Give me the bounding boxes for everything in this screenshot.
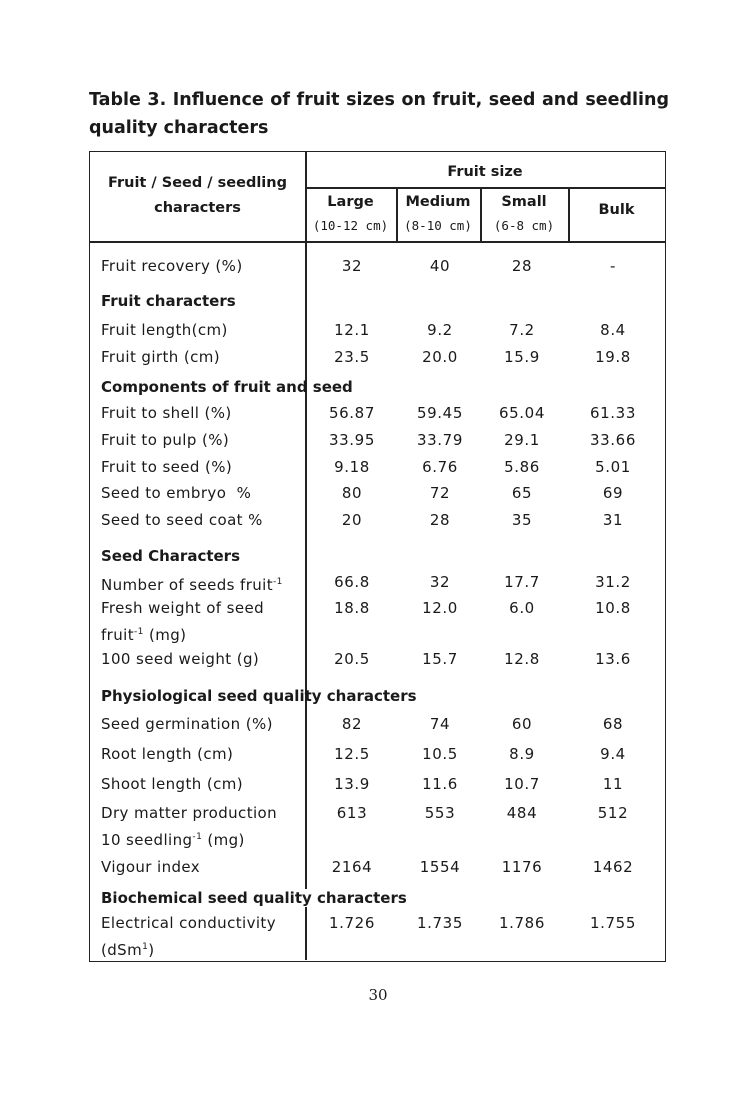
- col-range-small: (6-8 cm): [493, 218, 555, 233]
- cell: 1.735: [417, 914, 463, 932]
- cell: 33.66: [590, 431, 636, 449]
- cell: 23.5: [334, 348, 370, 366]
- cell: 12.0: [422, 599, 458, 617]
- cell: 68: [602, 715, 624, 733]
- cell: 65: [511, 484, 533, 502]
- cell: 9.18: [334, 458, 370, 476]
- row-label: [101, 801, 277, 852]
- cell: 65.04: [499, 404, 545, 422]
- cell: 61.33: [590, 404, 636, 422]
- cell: 8.4: [600, 321, 626, 339]
- row-label-text: Fresh weight of seed: [101, 599, 265, 617]
- row-label-text: (mg): [202, 831, 245, 849]
- cell: 15.7: [422, 650, 458, 668]
- cell: 9.2: [427, 321, 453, 339]
- cell: 66.8: [334, 573, 370, 591]
- cell: 6.76: [422, 458, 458, 476]
- row-label: Fruit to seed (%): [101, 458, 233, 476]
- cell: 11.6: [422, 775, 458, 793]
- group-header: Fruit size: [447, 164, 523, 180]
- cell: 19.8: [595, 348, 631, 366]
- row-label: Fruit girth (cm): [101, 348, 221, 366]
- col-header-medium: Medium: [405, 194, 471, 210]
- section-heading: Fruit characters: [101, 292, 236, 310]
- cell: 10.7: [504, 775, 540, 793]
- row-header-line2: characters: [154, 200, 241, 216]
- row-label: Root length (cm): [101, 745, 234, 763]
- row-label: [101, 570, 283, 597]
- row-label: Fruit length(cm): [101, 321, 228, 339]
- cell: 20.5: [334, 650, 370, 668]
- cell: 6.0: [509, 599, 535, 617]
- cell: 56.87: [329, 404, 375, 422]
- row-label-text: fruit: [101, 626, 135, 644]
- row-label-text: 10 seedling: [101, 831, 193, 849]
- cell: 10.8: [595, 599, 631, 617]
- row-label-text: Electrical conductivity: [101, 914, 276, 932]
- cell: 40: [429, 257, 451, 275]
- cell: 1.755: [590, 914, 636, 932]
- row-label: Vigour index: [101, 858, 201, 876]
- cell: 35: [511, 511, 533, 529]
- section-heading: Seed Characters: [101, 547, 240, 565]
- col-range-medium: (8-10 cm): [404, 218, 472, 233]
- cell: 33.79: [417, 431, 463, 449]
- cell: 1176: [501, 858, 543, 876]
- row-label: Shoot length (cm): [101, 775, 243, 793]
- cell: 484: [506, 804, 538, 822]
- row-header-line1: Fruit / Seed / seedling: [108, 175, 287, 191]
- cell: 12.1: [334, 321, 370, 339]
- cell: 59.45: [417, 404, 463, 422]
- header-bottom-divider: [90, 241, 665, 243]
- cell: 17.7: [504, 573, 540, 591]
- row-label: 100 seed weight (g): [101, 650, 260, 668]
- cell: 20: [341, 511, 363, 529]
- row-label-text: Dry matter production: [101, 804, 278, 822]
- group-header-divider: [305, 187, 665, 189]
- cell: 7.2: [509, 321, 535, 339]
- cell: 28: [511, 257, 533, 275]
- data-table: [89, 151, 666, 962]
- cell: 1.786: [499, 914, 545, 932]
- cell: 9.4: [600, 745, 626, 763]
- col-range-large: (10-12 cm): [312, 218, 389, 233]
- cell: 15.9: [504, 348, 540, 366]
- row-label: Fruit to pulp (%): [101, 431, 230, 449]
- col-header-large: Large: [327, 194, 374, 210]
- row-label-text: (mg): [143, 626, 187, 644]
- col-header-small: Small: [501, 194, 547, 210]
- cell: 60: [511, 715, 533, 733]
- cell: 5.86: [504, 458, 540, 476]
- row-label: Seed germination (%): [101, 715, 273, 733]
- row-label: Fruit to shell (%): [101, 404, 232, 422]
- cell: 31: [602, 511, 624, 529]
- row-header-divider: [305, 152, 307, 960]
- cell: 29.1: [504, 431, 540, 449]
- section-heading: Components of fruit and seed: [101, 378, 353, 396]
- col-header-bulk: Bulk: [598, 202, 635, 218]
- cell: 18.8: [334, 599, 370, 617]
- cell: 8.9: [509, 745, 535, 763]
- row-label: [101, 911, 276, 962]
- cell: 1462: [592, 858, 634, 876]
- cell: -: [609, 257, 616, 275]
- row-label: Seed to seed coat %: [101, 511, 263, 529]
- row-label: Seed to embryo %: [101, 484, 252, 502]
- row-label: Fruit recovery (%): [101, 257, 243, 275]
- cell: 1.726: [329, 914, 375, 932]
- cell: 553: [424, 804, 456, 822]
- cell: 72: [429, 484, 451, 502]
- cell: 5.01: [595, 458, 631, 476]
- cell: 10.5: [422, 745, 458, 763]
- cell: 33.95: [329, 431, 375, 449]
- section-heading: Physiological seed quality characters: [101, 687, 417, 705]
- section-heading: Biochemical seed quality characters: [101, 889, 407, 907]
- page-number: 30: [368, 986, 388, 1004]
- cell: 28: [429, 511, 451, 529]
- cell: 82: [341, 715, 363, 733]
- cell: 69: [602, 484, 624, 502]
- cell: 613: [336, 804, 368, 822]
- cell: 80: [341, 484, 363, 502]
- cell: 12.8: [504, 650, 540, 668]
- row-label-text: (dSm: [101, 941, 143, 959]
- row-label-text: ): [148, 941, 155, 959]
- cell: 32: [429, 573, 451, 591]
- cell: 20.0: [422, 348, 458, 366]
- cell: 12.5: [334, 745, 370, 763]
- cell: 13.6: [595, 650, 631, 668]
- cell: 512: [597, 804, 629, 822]
- superscript: -1: [134, 627, 144, 637]
- cell: 32: [341, 257, 363, 275]
- superscript: -1: [273, 577, 283, 587]
- superscript: -1: [192, 832, 203, 842]
- row-label: [101, 596, 264, 647]
- cell: 31.2: [595, 573, 631, 591]
- table-title: Table 3. Influence of fruit sizes on fruit, seed and seedling quality characters: [89, 90, 669, 138]
- superscript: 1: [142, 942, 149, 952]
- cell: 2164: [331, 858, 373, 876]
- cell: 13.9: [334, 775, 370, 793]
- cell: 1554: [419, 858, 461, 876]
- row-label-text: Number of seeds fruit: [101, 576, 274, 594]
- cell: 11: [602, 775, 624, 793]
- cell: 74: [429, 715, 451, 733]
